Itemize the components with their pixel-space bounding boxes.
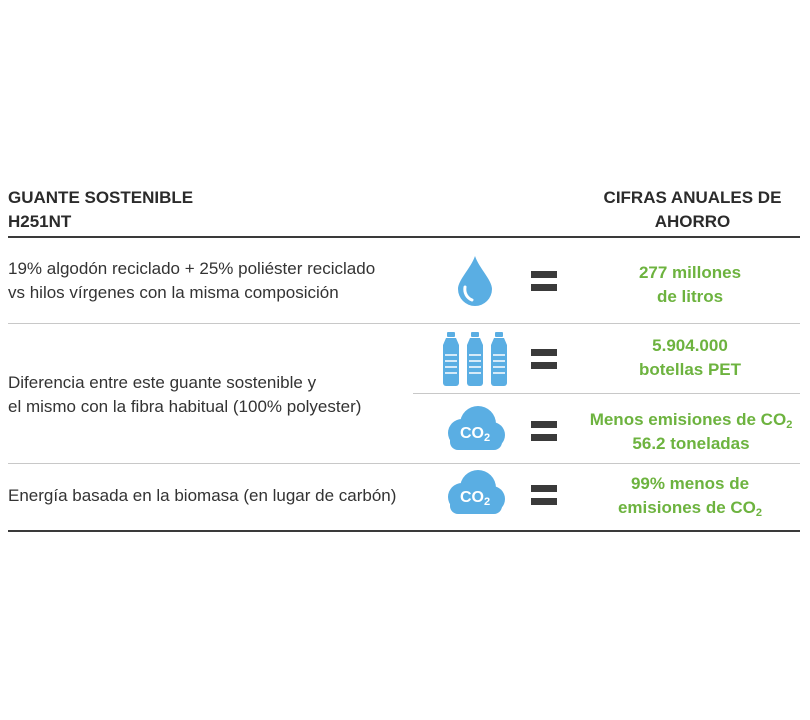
row-description-line: 19% algodón reciclado + 25% poliéster reciclado bbox=[8, 259, 376, 278]
header-savings-title-2: AHORRO bbox=[654, 212, 731, 231]
row-divider bbox=[8, 463, 800, 464]
row-result-line: 99% menos de bbox=[630, 474, 750, 493]
equals-icon bbox=[531, 421, 557, 441]
row-result-line: 277 millones bbox=[638, 263, 742, 282]
header-model: H251NT bbox=[8, 212, 72, 231]
row-description bbox=[8, 257, 438, 305]
header-title: GUANTE SOSTENIBLE bbox=[8, 188, 194, 207]
row-divider bbox=[8, 323, 800, 324]
cloud-label-subscript: 2 bbox=[483, 496, 491, 508]
row-result-line: 56.2 toneladas bbox=[632, 434, 750, 453]
table-header-right bbox=[585, 186, 800, 234]
row-result bbox=[580, 472, 800, 520]
row-description-line: el mismo con la fibra habitual (100% polyester) bbox=[8, 397, 362, 416]
header-savings-title: CIFRAS ANUALES DE bbox=[603, 188, 782, 207]
row-description bbox=[8, 371, 438, 419]
header-divider bbox=[8, 236, 800, 238]
row-result-line: 5.904.000 bbox=[652, 336, 728, 355]
equals-icon bbox=[531, 485, 557, 505]
row-result-line: emisiones de $CO_2$ bbox=[617, 498, 763, 519]
co2-cloud-icon bbox=[442, 403, 508, 453]
equals-icon bbox=[531, 271, 557, 291]
cloud-label-subscript: 2 bbox=[483, 432, 491, 444]
table-bottom-divider bbox=[8, 530, 800, 532]
row-description-line: vs hilos vírgenes con la misma composición bbox=[8, 283, 339, 302]
plastic-bottles-icon bbox=[441, 331, 511, 387]
row-description bbox=[8, 484, 438, 508]
row-description-line: Diferencia entre este guante sostenible y bbox=[8, 373, 317, 392]
row-result bbox=[580, 261, 800, 309]
table-header-left bbox=[8, 186, 308, 234]
cloud-label: CO bbox=[459, 425, 484, 442]
cloud-label: CO bbox=[459, 489, 484, 506]
row-result-line: de litros bbox=[656, 287, 724, 306]
sub-row-divider bbox=[413, 393, 800, 394]
row-result bbox=[580, 334, 800, 382]
row-description-line: Energía basada en la biomasa (en lugar de carbón) bbox=[8, 486, 397, 505]
row-result bbox=[575, 408, 807, 456]
co2-cloud-icon bbox=[442, 467, 508, 517]
equals-icon bbox=[531, 349, 557, 369]
row-result-line: Menos emisiones de $CO_2$ bbox=[589, 410, 793, 431]
water-drop-icon bbox=[456, 254, 494, 306]
row-result-line: botellas PET bbox=[638, 360, 742, 379]
